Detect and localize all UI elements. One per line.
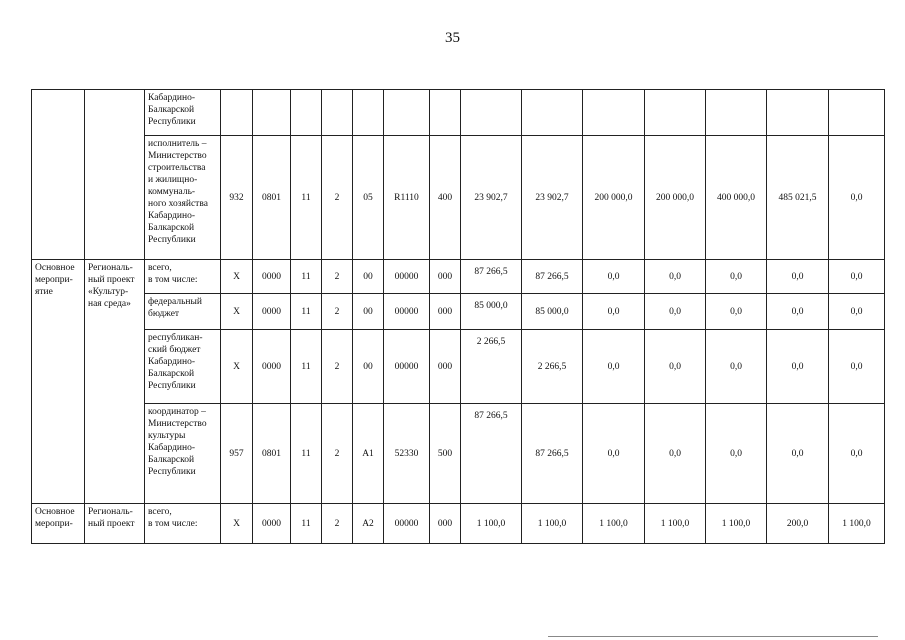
- cell-subprogram-code: 2: [322, 404, 353, 504]
- cell-program-code: 11: [291, 260, 322, 294]
- cell-year-value-1: 1 100,0: [522, 504, 583, 544]
- cell-year-value-5: 0,0: [767, 294, 829, 330]
- page-number: 35: [445, 30, 460, 46]
- cell-grbs-code: X: [221, 504, 253, 544]
- cell-section-code: 0801: [253, 136, 291, 260]
- cell-event-code: 00: [353, 260, 384, 294]
- cell-year-value-3: 0,0: [645, 294, 706, 330]
- cell-event-code: 05: [353, 136, 384, 260]
- cell-year-value-1: [522, 90, 583, 136]
- cell-year-value-4: 0,0: [706, 404, 767, 504]
- cell-project-name: [85, 90, 145, 260]
- cell-section-code: 0000: [253, 330, 291, 404]
- cell-year-value-6: 0,0: [829, 136, 885, 260]
- cell-expense-code: 00000: [384, 294, 430, 330]
- cell-grbs-code: X: [221, 260, 253, 294]
- cell-subprogram-code: 2: [322, 294, 353, 330]
- cell-expense-type: [430, 90, 461, 136]
- cell-year-value-1: 87 266,5: [522, 404, 583, 504]
- cell-total-value: [461, 90, 522, 136]
- cell-total-value: 87 266,5: [461, 260, 522, 294]
- cell-year-value-2: 0,0: [583, 330, 645, 404]
- cell-expense-code: 00000: [384, 504, 430, 544]
- cell-year-value-3: [645, 90, 706, 136]
- cell-year-value-3: 200 000,0: [645, 136, 706, 260]
- cell-year-value-5: 485 021,5: [767, 136, 829, 260]
- cell-year-value-5: [767, 90, 829, 136]
- cell-funding-source: координатор – Министерство культуры Кабардино- Балкарской Республики: [145, 404, 221, 504]
- budget-table: [31, 89, 885, 544]
- cell-year-value-3: 0,0: [645, 330, 706, 404]
- cell-measure-type: Основное меропри- ятие: [32, 260, 85, 504]
- cell-expense-code: 52330: [384, 404, 430, 504]
- cell-program-code: 11: [291, 294, 322, 330]
- cell-year-value-2: [583, 90, 645, 136]
- cell-year-value-5: 200,0: [767, 504, 829, 544]
- cell-total-value: 85 000,0: [461, 294, 522, 330]
- cell-expense-type: 000: [430, 294, 461, 330]
- cell-expense-code: R1110: [384, 136, 430, 260]
- cell-measure-type: Основное меропри-: [32, 504, 85, 544]
- cell-event-code: A1: [353, 404, 384, 504]
- cell-grbs-code: X: [221, 294, 253, 330]
- cell-section-code: 0000: [253, 294, 291, 330]
- cell-event-code: A2: [353, 504, 384, 544]
- cell-grbs-code: 957: [221, 404, 253, 504]
- cell-year-value-4: [706, 90, 767, 136]
- footer-rule: [548, 636, 878, 637]
- cell-subprogram-code: 2: [322, 260, 353, 294]
- cell-year-value-2: 200 000,0: [583, 136, 645, 260]
- cell-funding-source: федеральный бюджет: [145, 294, 221, 330]
- cell-subprogram-code: 2: [322, 504, 353, 544]
- cell-year-value-5: 0,0: [767, 330, 829, 404]
- cell-program-code: 11: [291, 136, 322, 260]
- cell-funding-source: всего, в том числе:: [145, 260, 221, 294]
- cell-subprogram-code: [322, 90, 353, 136]
- cell-year-value-1: 2 266,5: [522, 330, 583, 404]
- cell-project-name: Региональ- ный проект: [85, 504, 145, 544]
- table-row: [32, 504, 885, 544]
- table-row: [32, 330, 885, 404]
- cell-section-code: 0000: [253, 260, 291, 294]
- cell-expense-code: [384, 90, 430, 136]
- cell-expense-type: 500: [430, 404, 461, 504]
- cell-year-value-1: 87 266,5: [522, 260, 583, 294]
- cell-total-value: 2 266,5: [461, 330, 522, 404]
- cell-expense-type: 400: [430, 136, 461, 260]
- cell-year-value-6: 0,0: [829, 330, 885, 404]
- cell-total-value: 1 100,0: [461, 504, 522, 544]
- cell-program-code: [291, 90, 322, 136]
- table-row: [32, 136, 885, 260]
- table-row: [32, 404, 885, 504]
- cell-year-value-6: 0,0: [829, 404, 885, 504]
- cell-year-value-4: 0,0: [706, 294, 767, 330]
- cell-year-value-2: 0,0: [583, 404, 645, 504]
- cell-year-value-5: 0,0: [767, 404, 829, 504]
- cell-year-value-6: 0,0: [829, 294, 885, 330]
- cell-expense-code: 00000: [384, 330, 430, 404]
- cell-funding-source: Кабардино- Балкарской Республики: [145, 90, 221, 136]
- cell-expense-type: 000: [430, 330, 461, 404]
- cell-subprogram-code: 2: [322, 330, 353, 404]
- cell-year-value-6: 0,0: [829, 260, 885, 294]
- cell-program-code: 11: [291, 504, 322, 544]
- cell-expense-code: 00000: [384, 260, 430, 294]
- cell-funding-source: всего, в том числе:: [145, 504, 221, 544]
- cell-subprogram-code: 2: [322, 136, 353, 260]
- cell-program-code: 11: [291, 330, 322, 404]
- cell-year-value-3: 1 100,0: [645, 504, 706, 544]
- cell-funding-source: республикан- ский бюджет Кабардино- Балкарской Республики: [145, 330, 221, 404]
- cell-year-value-2: 0,0: [583, 294, 645, 330]
- cell-grbs-code: X: [221, 330, 253, 404]
- cell-year-value-1: 23 902,7: [522, 136, 583, 260]
- cell-event-code: 00: [353, 294, 384, 330]
- cell-expense-type: 000: [430, 504, 461, 544]
- cell-grbs-code: 932: [221, 136, 253, 260]
- cell-year-value-2: 0,0: [583, 260, 645, 294]
- cell-year-value-2: 1 100,0: [583, 504, 645, 544]
- table-row: [32, 260, 885, 294]
- cell-event-code: 00: [353, 330, 384, 404]
- cell-year-value-4: 0,0: [706, 260, 767, 294]
- cell-measure-type: [32, 90, 85, 260]
- cell-section-code: 0801: [253, 404, 291, 504]
- cell-year-value-5: 0,0: [767, 260, 829, 294]
- cell-year-value-4: 1 100,0: [706, 504, 767, 544]
- cell-expense-type: 000: [430, 260, 461, 294]
- cell-year-value-3: 0,0: [645, 260, 706, 294]
- cell-year-value-1: 85 000,0: [522, 294, 583, 330]
- cell-total-value: 23 902,7: [461, 136, 522, 260]
- cell-section-code: 0000: [253, 504, 291, 544]
- cell-year-value-6: 1 100,0: [829, 504, 885, 544]
- cell-event-code: [353, 90, 384, 136]
- cell-grbs-code: [221, 90, 253, 136]
- cell-year-value-4: 0,0: [706, 330, 767, 404]
- cell-year-value-4: 400 000,0: [706, 136, 767, 260]
- cell-section-code: [253, 90, 291, 136]
- cell-program-code: 11: [291, 404, 322, 504]
- cell-project-name: Региональ- ный проект «Культур- ная среда»: [85, 260, 145, 504]
- cell-funding-source: исполнитель – Министерство строительства и жилищно- коммуналь- ного хозяйства Кабардино- Балкарской Республики: [145, 136, 221, 260]
- cell-year-value-3: 0,0: [645, 404, 706, 504]
- table-row: [32, 90, 885, 136]
- cell-year-value-6: [829, 90, 885, 136]
- cell-total-value: 87 266,5: [461, 404, 522, 504]
- table-row: [32, 294, 885, 330]
